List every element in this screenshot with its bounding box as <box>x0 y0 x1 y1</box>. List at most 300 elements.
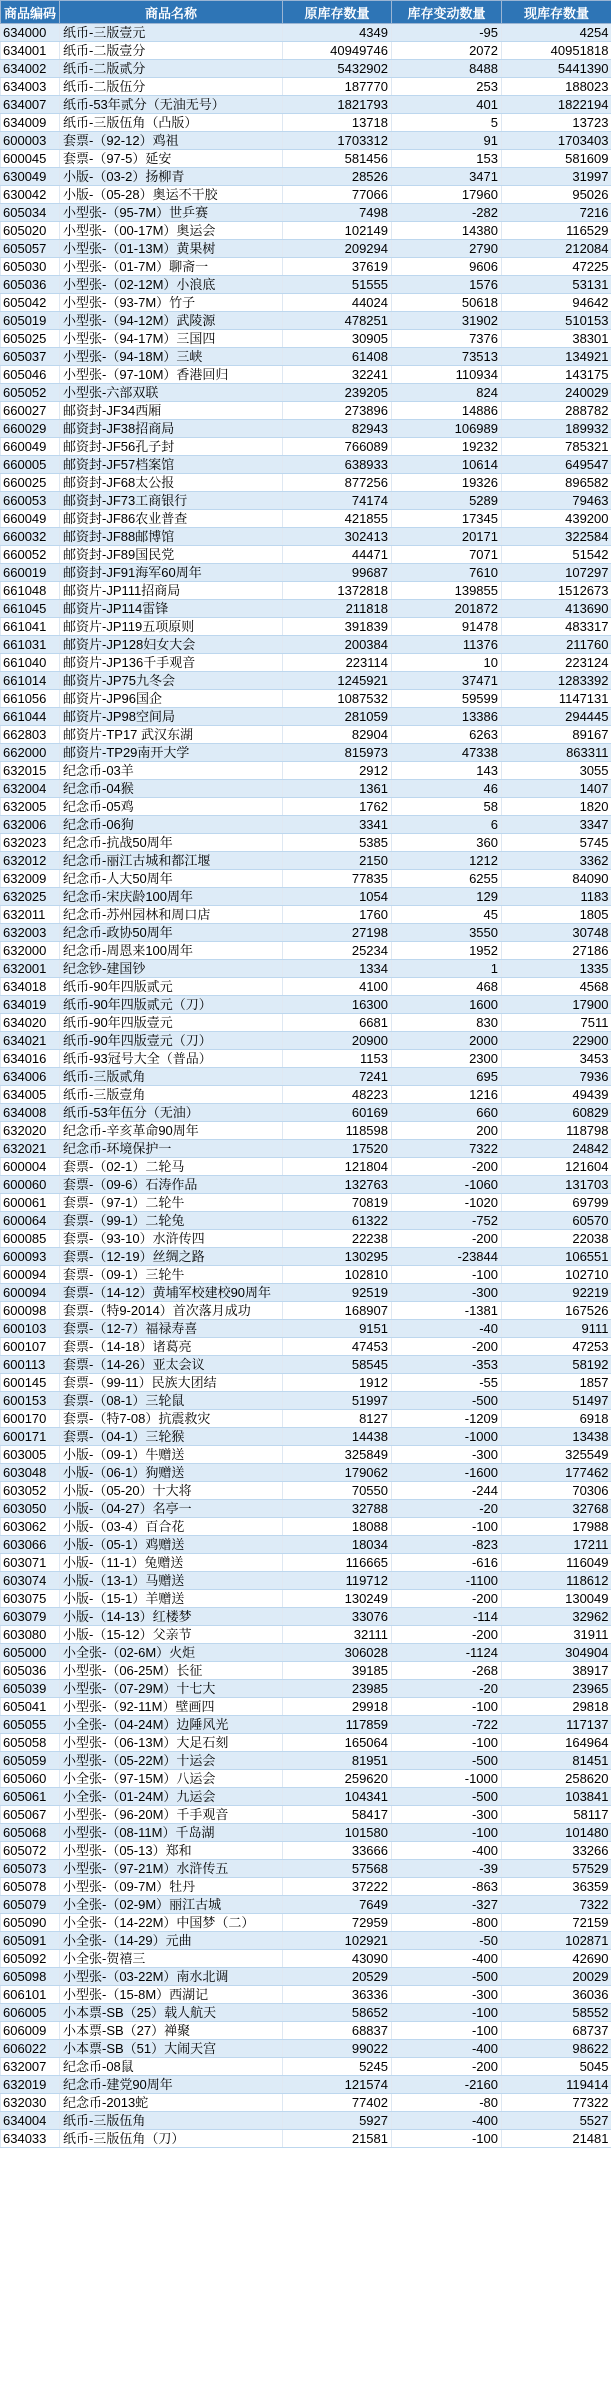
cell-current-stock[interactable]: 413690 <box>502 600 611 618</box>
cell-original-stock[interactable]: 51555 <box>283 276 392 294</box>
cell-original-stock[interactable]: 21581 <box>283 2130 392 2148</box>
cell-product-name[interactable]: 小型张-（94-17M）三国四 <box>60 330 283 348</box>
cell-product-name[interactable]: 纸币-53年伍分（无油） <box>60 1104 283 1122</box>
cell-current-stock[interactable]: 294445 <box>502 708 611 726</box>
table-row[interactable] <box>1 1392 611 1410</box>
cell-product-code[interactable]: 632001 <box>1 960 60 978</box>
cell-current-stock[interactable]: 22038 <box>502 1230 611 1248</box>
cell-product-name[interactable]: 小型张-（94-12M）武陵源 <box>60 312 283 330</box>
cell-current-stock[interactable]: 20029 <box>502 1968 611 1986</box>
cell-stock-change[interactable]: -616 <box>392 1554 502 1572</box>
cell-original-stock[interactable]: 18034 <box>283 1536 392 1554</box>
table-row[interactable] <box>1 2022 611 2040</box>
cell-current-stock[interactable]: 1407 <box>502 780 611 798</box>
table-row[interactable] <box>1 834 611 852</box>
cell-product-name[interactable]: 套票-（12-19）丝绸之路 <box>60 1248 283 1266</box>
cell-current-stock[interactable]: 1147131 <box>502 690 611 708</box>
cell-current-stock[interactable]: 68737 <box>502 2022 611 2040</box>
cell-product-code[interactable]: 660027 <box>1 402 60 420</box>
cell-original-stock[interactable]: 5245 <box>283 2058 392 2076</box>
cell-current-stock[interactable]: 116049 <box>502 1554 611 1572</box>
cell-product-code[interactable]: 605072 <box>1 1842 60 1860</box>
cell-original-stock[interactable]: 130249 <box>283 1590 392 1608</box>
cell-original-stock[interactable]: 5927 <box>283 2112 392 2130</box>
cell-stock-change[interactable]: -268 <box>392 1662 502 1680</box>
table-row[interactable] <box>1 2004 611 2022</box>
cell-product-code[interactable]: 603071 <box>1 1554 60 1572</box>
cell-product-code[interactable]: 634016 <box>1 1050 60 1068</box>
cell-original-stock[interactable]: 43090 <box>283 1950 392 1968</box>
cell-original-stock[interactable]: 102810 <box>283 1266 392 1284</box>
cell-original-stock[interactable]: 60169 <box>283 1104 392 1122</box>
cell-product-code[interactable]: 600145 <box>1 1374 60 1392</box>
cell-current-stock[interactable]: 77322 <box>502 2094 611 2112</box>
cell-product-code[interactable]: 605059 <box>1 1752 60 1770</box>
cell-stock-change[interactable]: 13386 <box>392 708 502 726</box>
cell-stock-change[interactable]: -50 <box>392 1932 502 1950</box>
header-original-stock[interactable]: 原库存数量 <box>283 1 392 24</box>
cell-original-stock[interactable]: 211818 <box>283 600 392 618</box>
cell-stock-change[interactable]: -23844 <box>392 1248 502 1266</box>
cell-stock-change[interactable]: 9606 <box>392 258 502 276</box>
cell-current-stock[interactable]: 7322 <box>502 1896 611 1914</box>
cell-original-stock[interactable]: 28526 <box>283 168 392 186</box>
cell-product-code[interactable]: 632004 <box>1 780 60 798</box>
cell-stock-change[interactable]: -400 <box>392 1950 502 1968</box>
cell-product-code[interactable]: 600060 <box>1 1176 60 1194</box>
table-row[interactable] <box>1 114 611 132</box>
cell-product-name[interactable]: 小版-（05-1）鸡赠送 <box>60 1536 283 1554</box>
cell-stock-change[interactable]: 58 <box>392 798 502 816</box>
cell-current-stock[interactable]: 33266 <box>502 1842 611 1860</box>
cell-original-stock[interactable]: 815973 <box>283 744 392 762</box>
table-row[interactable] <box>1 1824 611 1842</box>
cell-product-code[interactable]: 605057 <box>1 240 60 258</box>
cell-stock-change[interactable]: 10 <box>392 654 502 672</box>
cell-product-code[interactable]: 660049 <box>1 510 60 528</box>
cell-product-code[interactable]: 605092 <box>1 1950 60 1968</box>
cell-original-stock[interactable]: 5432902 <box>283 60 392 78</box>
cell-current-stock[interactable]: 60570 <box>502 1212 611 1230</box>
cell-original-stock[interactable]: 581456 <box>283 150 392 168</box>
table-row[interactable] <box>1 1320 611 1338</box>
cell-product-name[interactable]: 套票-（99-11）民族大团结 <box>60 1374 283 1392</box>
cell-stock-change[interactable]: 824 <box>392 384 502 402</box>
cell-current-stock[interactable]: 4568 <box>502 978 611 996</box>
cell-original-stock[interactable]: 1245921 <box>283 672 392 690</box>
cell-product-name[interactable]: 邮资片-JP75九冬会 <box>60 672 283 690</box>
cell-product-name[interactable]: 邮资片-JP136千手观音 <box>60 654 283 672</box>
cell-current-stock[interactable]: 30748 <box>502 924 611 942</box>
cell-original-stock[interactable]: 61408 <box>283 348 392 366</box>
cell-original-stock[interactable]: 36336 <box>283 1986 392 2004</box>
table-row[interactable] <box>1 1104 611 1122</box>
cell-product-name[interactable]: 邮资片-JP114雷锋 <box>60 600 283 618</box>
cell-product-name[interactable]: 纸币-90年四版壹元 <box>60 1014 283 1032</box>
cell-product-name[interactable]: 小型张-（09-7M）牡丹 <box>60 1878 283 1896</box>
table-row[interactable] <box>1 24 611 42</box>
cell-product-code[interactable]: 605067 <box>1 1806 60 1824</box>
cell-original-stock[interactable]: 119712 <box>283 1572 392 1590</box>
cell-product-name[interactable]: 小全张-（14-22M）中国梦（二） <box>60 1914 283 1932</box>
table-row[interactable] <box>1 2058 611 2076</box>
cell-original-stock[interactable]: 1334 <box>283 960 392 978</box>
cell-original-stock[interactable]: 259620 <box>283 1770 392 1788</box>
cell-product-name[interactable]: 套票-（12-7）福禄寿喜 <box>60 1320 283 1338</box>
cell-current-stock[interactable]: 103841 <box>502 1788 611 1806</box>
cell-original-stock[interactable]: 638933 <box>283 456 392 474</box>
cell-product-code[interactable]: 634005 <box>1 1086 60 1104</box>
cell-stock-change[interactable]: -80 <box>392 2094 502 2112</box>
cell-original-stock[interactable]: 102149 <box>283 222 392 240</box>
cell-current-stock[interactable]: 58192 <box>502 1356 611 1374</box>
cell-stock-change[interactable]: 19326 <box>392 474 502 492</box>
cell-original-stock[interactable]: 20900 <box>283 1032 392 1050</box>
cell-stock-change[interactable]: -100 <box>392 1824 502 1842</box>
cell-original-stock[interactable]: 325849 <box>283 1446 392 1464</box>
table-row[interactable] <box>1 1626 611 1644</box>
cell-product-name[interactable]: 小本票-SB（27）禅聚 <box>60 2022 283 2040</box>
table-row[interactable] <box>1 1086 611 1104</box>
cell-product-code[interactable]: 634033 <box>1 2130 60 2148</box>
cell-product-code[interactable]: 605068 <box>1 1824 60 1842</box>
table-row[interactable] <box>1 1194 611 1212</box>
cell-current-stock[interactable]: 95026 <box>502 186 611 204</box>
cell-stock-change[interactable]: -400 <box>392 2040 502 2058</box>
cell-product-code[interactable]: 661041 <box>1 618 60 636</box>
table-row[interactable] <box>1 1536 611 1554</box>
cell-current-stock[interactable]: 32962 <box>502 1608 611 1626</box>
cell-stock-change[interactable]: -863 <box>392 1878 502 1896</box>
cell-stock-change[interactable]: 401 <box>392 96 502 114</box>
cell-original-stock[interactable]: 77402 <box>283 2094 392 2112</box>
cell-product-code[interactable]: 634006 <box>1 1068 60 1086</box>
cell-current-stock[interactable]: 89167 <box>502 726 611 744</box>
cell-original-stock[interactable]: 33666 <box>283 1842 392 1860</box>
cell-product-name[interactable]: 邮资片-JP111招商局 <box>60 582 283 600</box>
cell-stock-change[interactable]: -1000 <box>392 1428 502 1446</box>
cell-current-stock[interactable]: 1283392 <box>502 672 611 690</box>
cell-current-stock[interactable]: 107297 <box>502 564 611 582</box>
cell-original-stock[interactable]: 6681 <box>283 1014 392 1032</box>
cell-product-name[interactable]: 小型张-（01-7M）聊斋一 <box>60 258 283 276</box>
cell-original-stock[interactable]: 22238 <box>283 1230 392 1248</box>
table-row[interactable] <box>1 924 611 942</box>
cell-current-stock[interactable]: 896582 <box>502 474 611 492</box>
cell-stock-change[interactable]: 2790 <box>392 240 502 258</box>
table-row[interactable] <box>1 1860 611 1878</box>
table-row[interactable] <box>1 888 611 906</box>
cell-current-stock[interactable]: 177462 <box>502 1464 611 1482</box>
table-row[interactable] <box>1 348 611 366</box>
cell-original-stock[interactable]: 130295 <box>283 1248 392 1266</box>
cell-product-name[interactable]: 小全张-（14-29）元曲 <box>60 1932 283 1950</box>
cell-product-code[interactable]: 632005 <box>1 798 60 816</box>
cell-product-name[interactable]: 纪念币-环境保护一 <box>60 1140 283 1158</box>
cell-current-stock[interactable]: 863311 <box>502 744 611 762</box>
cell-stock-change[interactable]: 11376 <box>392 636 502 654</box>
cell-current-stock[interactable]: 134921 <box>502 348 611 366</box>
cell-stock-change[interactable]: -200 <box>392 1230 502 1248</box>
cell-stock-change[interactable]: -400 <box>392 2112 502 2130</box>
cell-product-code[interactable]: 661014 <box>1 672 60 690</box>
cell-product-name[interactable]: 纸币-二版伍分 <box>60 78 283 96</box>
table-row[interactable] <box>1 1068 611 1086</box>
cell-current-stock[interactable]: 439200 <box>502 510 611 528</box>
cell-product-name[interactable]: 纸币-三版壹角 <box>60 1086 283 1104</box>
cell-product-code[interactable]: 600093 <box>1 1248 60 1266</box>
cell-product-name[interactable]: 邮资片-JP96国企 <box>60 690 283 708</box>
cell-stock-change[interactable]: 253 <box>392 78 502 96</box>
cell-product-name[interactable]: 纪念币-05鸡 <box>60 798 283 816</box>
cell-original-stock[interactable]: 37222 <box>283 1878 392 1896</box>
cell-product-name[interactable]: 套票-（97-5）延安 <box>60 150 283 168</box>
cell-product-name[interactable]: 套票-（14-18）诸葛亮 <box>60 1338 283 1356</box>
cell-product-name[interactable]: 纸币-90年四版壹元（刀） <box>60 1032 283 1050</box>
cell-current-stock[interactable]: 1805 <box>502 906 611 924</box>
cell-current-stock[interactable]: 3347 <box>502 816 611 834</box>
cell-original-stock[interactable]: 1760 <box>283 906 392 924</box>
cell-current-stock[interactable]: 51542 <box>502 546 611 564</box>
cell-product-name[interactable]: 小版-（15-1）羊赠送 <box>60 1590 283 1608</box>
cell-product-name[interactable]: 邮资片-TP29南开大学 <box>60 744 283 762</box>
table-row[interactable] <box>1 402 611 420</box>
cell-product-name[interactable]: 小全张-（04-24M）边陲风光 <box>60 1716 283 1734</box>
table-row[interactable] <box>1 258 611 276</box>
cell-stock-change[interactable]: 830 <box>392 1014 502 1032</box>
cell-product-name[interactable]: 邮资片-JP128妇女大会 <box>60 636 283 654</box>
cell-product-name[interactable]: 小型张-（05-13）郑和 <box>60 1842 283 1860</box>
cell-product-code[interactable]: 603080 <box>1 1626 60 1644</box>
cell-current-stock[interactable]: 98622 <box>502 2040 611 2058</box>
cell-stock-change[interactable]: -300 <box>392 1284 502 1302</box>
table-row[interactable] <box>1 1788 611 1806</box>
cell-original-stock[interactable]: 37619 <box>283 258 392 276</box>
cell-product-code[interactable]: 630042 <box>1 186 60 204</box>
cell-stock-change[interactable]: 7322 <box>392 1140 502 1158</box>
cell-product-code[interactable]: 634000 <box>1 24 60 42</box>
cell-product-code[interactable]: 632023 <box>1 834 60 852</box>
cell-stock-change[interactable]: 10614 <box>392 456 502 474</box>
cell-stock-change[interactable]: 1952 <box>392 942 502 960</box>
cell-product-code[interactable]: 603066 <box>1 1536 60 1554</box>
cell-stock-change[interactable]: -100 <box>392 1266 502 1284</box>
cell-current-stock[interactable]: 79463 <box>502 492 611 510</box>
cell-product-code[interactable]: 600113 <box>1 1356 60 1374</box>
table-row[interactable] <box>1 528 611 546</box>
cell-original-stock[interactable]: 44024 <box>283 294 392 312</box>
table-row[interactable] <box>1 222 611 240</box>
cell-original-stock[interactable]: 223114 <box>283 654 392 672</box>
cell-stock-change[interactable]: -300 <box>392 1806 502 1824</box>
table-row[interactable] <box>1 1950 611 1968</box>
table-row[interactable] <box>1 726 611 744</box>
cell-stock-change[interactable]: 6263 <box>392 726 502 744</box>
cell-stock-change[interactable]: 31902 <box>392 312 502 330</box>
cell-stock-change[interactable]: -722 <box>392 1716 502 1734</box>
cell-product-name[interactable]: 纸币-三版贰角 <box>60 1068 283 1086</box>
cell-product-code[interactable]: 662000 <box>1 744 60 762</box>
cell-product-name[interactable]: 套票-（04-1）三轮猴 <box>60 1428 283 1446</box>
cell-current-stock[interactable]: 649547 <box>502 456 611 474</box>
cell-current-stock[interactable]: 47225 <box>502 258 611 276</box>
cell-product-code[interactable]: 600094 <box>1 1266 60 1284</box>
cell-original-stock[interactable]: 116665 <box>283 1554 392 1572</box>
cell-product-code[interactable]: 632030 <box>1 2094 60 2112</box>
cell-product-name[interactable]: 套票-（特7-08）抗震救灾 <box>60 1410 283 1428</box>
cell-original-stock[interactable]: 99687 <box>283 564 392 582</box>
table-row[interactable] <box>1 330 611 348</box>
cell-current-stock[interactable]: 117137 <box>502 1716 611 1734</box>
cell-current-stock[interactable]: 211760 <box>502 636 611 654</box>
cell-stock-change[interactable]: -200 <box>392 1590 502 1608</box>
table-row[interactable] <box>1 1968 611 1986</box>
cell-stock-change[interactable]: -327 <box>392 1896 502 1914</box>
cell-current-stock[interactable]: 53131 <box>502 276 611 294</box>
cell-current-stock[interactable]: 212084 <box>502 240 611 258</box>
cell-product-name[interactable]: 小版-（03-2）扬柳青 <box>60 168 283 186</box>
cell-product-code[interactable]: 661045 <box>1 600 60 618</box>
cell-stock-change[interactable]: -1600 <box>392 1464 502 1482</box>
cell-product-code[interactable]: 605042 <box>1 294 60 312</box>
cell-stock-change[interactable]: -300 <box>392 1986 502 2004</box>
cell-original-stock[interactable]: 81951 <box>283 1752 392 1770</box>
cell-original-stock[interactable]: 40949746 <box>283 42 392 60</box>
cell-original-stock[interactable]: 72959 <box>283 1914 392 1932</box>
cell-stock-change[interactable]: 46 <box>392 780 502 798</box>
cell-stock-change[interactable]: -752 <box>392 1212 502 1230</box>
cell-original-stock[interactable]: 82904 <box>283 726 392 744</box>
cell-stock-change[interactable]: -100 <box>392 2130 502 2148</box>
table-row[interactable] <box>1 1914 611 1932</box>
table-row[interactable] <box>1 420 611 438</box>
cell-original-stock[interactable]: 421855 <box>283 510 392 528</box>
cell-stock-change[interactable]: 47338 <box>392 744 502 762</box>
cell-current-stock[interactable]: 32768 <box>502 1500 611 1518</box>
cell-product-code[interactable]: 600094 <box>1 1284 60 1302</box>
cell-current-stock[interactable]: 84090 <box>502 870 611 888</box>
cell-product-name[interactable]: 纪念币-04猴 <box>60 780 283 798</box>
cell-stock-change[interactable]: 1576 <box>392 276 502 294</box>
cell-original-stock[interactable]: 70819 <box>283 1194 392 1212</box>
cell-product-code[interactable]: 605052 <box>1 384 60 402</box>
cell-current-stock[interactable]: 102710 <box>502 1266 611 1284</box>
cell-product-name[interactable]: 小型张-六部双联 <box>60 384 283 402</box>
cell-original-stock[interactable]: 306028 <box>283 1644 392 1662</box>
table-row[interactable] <box>1 960 611 978</box>
cell-product-name[interactable]: 纪念币-03羊 <box>60 762 283 780</box>
table-row[interactable] <box>1 438 611 456</box>
cell-product-code[interactable]: 600153 <box>1 1392 60 1410</box>
cell-stock-change[interactable]: -1000 <box>392 1770 502 1788</box>
cell-current-stock[interactable]: 258620 <box>502 1770 611 1788</box>
cell-original-stock[interactable]: 273896 <box>283 402 392 420</box>
cell-stock-change[interactable]: -1060 <box>392 1176 502 1194</box>
cell-stock-change[interactable]: -100 <box>392 2004 502 2022</box>
header-stock-change[interactable]: 库存变动数量 <box>392 1 502 24</box>
cell-product-code[interactable]: 632012 <box>1 852 60 870</box>
cell-original-stock[interactable]: 209294 <box>283 240 392 258</box>
cell-current-stock[interactable]: 1512673 <box>502 582 611 600</box>
cell-stock-change[interactable]: -100 <box>392 1734 502 1752</box>
cell-original-stock[interactable]: 1361 <box>283 780 392 798</box>
table-row[interactable] <box>1 1896 611 1914</box>
cell-product-name[interactable]: 纪念币-苏州园林和周口店 <box>60 906 283 924</box>
cell-original-stock[interactable]: 18088 <box>283 1518 392 1536</box>
table-row[interactable] <box>1 366 611 384</box>
cell-current-stock[interactable]: 72159 <box>502 1914 611 1932</box>
cell-product-name[interactable]: 小型张-（95-7M）世乒赛 <box>60 204 283 222</box>
cell-product-code[interactable]: 606009 <box>1 2022 60 2040</box>
cell-stock-change[interactable]: -200 <box>392 2058 502 2076</box>
table-row[interactable] <box>1 1986 611 2004</box>
cell-product-name[interactable]: 小型张-（06-13M）大足石刻 <box>60 1734 283 1752</box>
cell-current-stock[interactable]: 322584 <box>502 528 611 546</box>
cell-original-stock[interactable]: 281059 <box>283 708 392 726</box>
cell-product-name[interactable]: 纪念币-政协50周年 <box>60 924 283 942</box>
table-row[interactable] <box>1 240 611 258</box>
cell-stock-change[interactable]: 5289 <box>392 492 502 510</box>
cell-original-stock[interactable]: 165064 <box>283 1734 392 1752</box>
cell-product-code[interactable]: 605020 <box>1 222 60 240</box>
cell-product-name[interactable]: 小版-（05-28）奥运不干胶 <box>60 186 283 204</box>
cell-original-stock[interactable]: 29918 <box>283 1698 392 1716</box>
table-row[interactable] <box>1 2094 611 2112</box>
cell-original-stock[interactable]: 39185 <box>283 1662 392 1680</box>
header-current-stock[interactable]: 现库存数量 <box>502 1 611 24</box>
cell-stock-change[interactable]: -400 <box>392 1842 502 1860</box>
cell-product-code[interactable]: 605058 <box>1 1734 60 1752</box>
cell-original-stock[interactable]: 1153 <box>283 1050 392 1068</box>
cell-product-code[interactable]: 605061 <box>1 1788 60 1806</box>
table-row[interactable] <box>1 1644 611 1662</box>
cell-stock-change[interactable]: -95 <box>392 24 502 42</box>
cell-original-stock[interactable]: 200384 <box>283 636 392 654</box>
cell-product-code[interactable]: 605098 <box>1 1968 60 1986</box>
cell-product-name[interactable]: 纪念币-宋庆龄100周年 <box>60 888 283 906</box>
cell-current-stock[interactable]: 510153 <box>502 312 611 330</box>
cell-current-stock[interactable]: 101480 <box>502 1824 611 1842</box>
table-row[interactable] <box>1 1500 611 1518</box>
cell-stock-change[interactable]: -500 <box>392 1788 502 1806</box>
cell-original-stock[interactable]: 32111 <box>283 1626 392 1644</box>
table-row[interactable] <box>1 384 611 402</box>
cell-stock-change[interactable]: -100 <box>392 2022 502 2040</box>
cell-product-name[interactable]: 小型张-（96-20M）千手观音 <box>60 1806 283 1824</box>
cell-product-name[interactable]: 小型张-（03-22M）南水北调 <box>60 1968 283 1986</box>
cell-product-code[interactable]: 605090 <box>1 1914 60 1932</box>
table-row[interactable] <box>1 1590 611 1608</box>
cell-product-code[interactable]: 605073 <box>1 1860 60 1878</box>
cell-original-stock[interactable]: 7241 <box>283 1068 392 1086</box>
table-row[interactable] <box>1 1284 611 1302</box>
cell-stock-change[interactable]: -100 <box>392 1698 502 1716</box>
cell-original-stock[interactable]: 132763 <box>283 1176 392 1194</box>
cell-current-stock[interactable]: 288782 <box>502 402 611 420</box>
cell-original-stock[interactable]: 187770 <box>283 78 392 96</box>
cell-product-code[interactable]: 634003 <box>1 78 60 96</box>
cell-current-stock[interactable]: 581609 <box>502 150 611 168</box>
cell-product-name[interactable]: 邮资片-JP98空间局 <box>60 708 283 726</box>
cell-original-stock[interactable]: 1087532 <box>283 690 392 708</box>
cell-current-stock[interactable]: 188023 <box>502 78 611 96</box>
cell-product-code[interactable]: 661031 <box>1 636 60 654</box>
cell-current-stock[interactable]: 27186 <box>502 942 611 960</box>
cell-product-name[interactable]: 小版-（03-4）百合花 <box>60 1518 283 1536</box>
cell-stock-change[interactable]: 5 <box>392 114 502 132</box>
cell-current-stock[interactable]: 325549 <box>502 1446 611 1464</box>
cell-stock-change[interactable]: -800 <box>392 1914 502 1932</box>
